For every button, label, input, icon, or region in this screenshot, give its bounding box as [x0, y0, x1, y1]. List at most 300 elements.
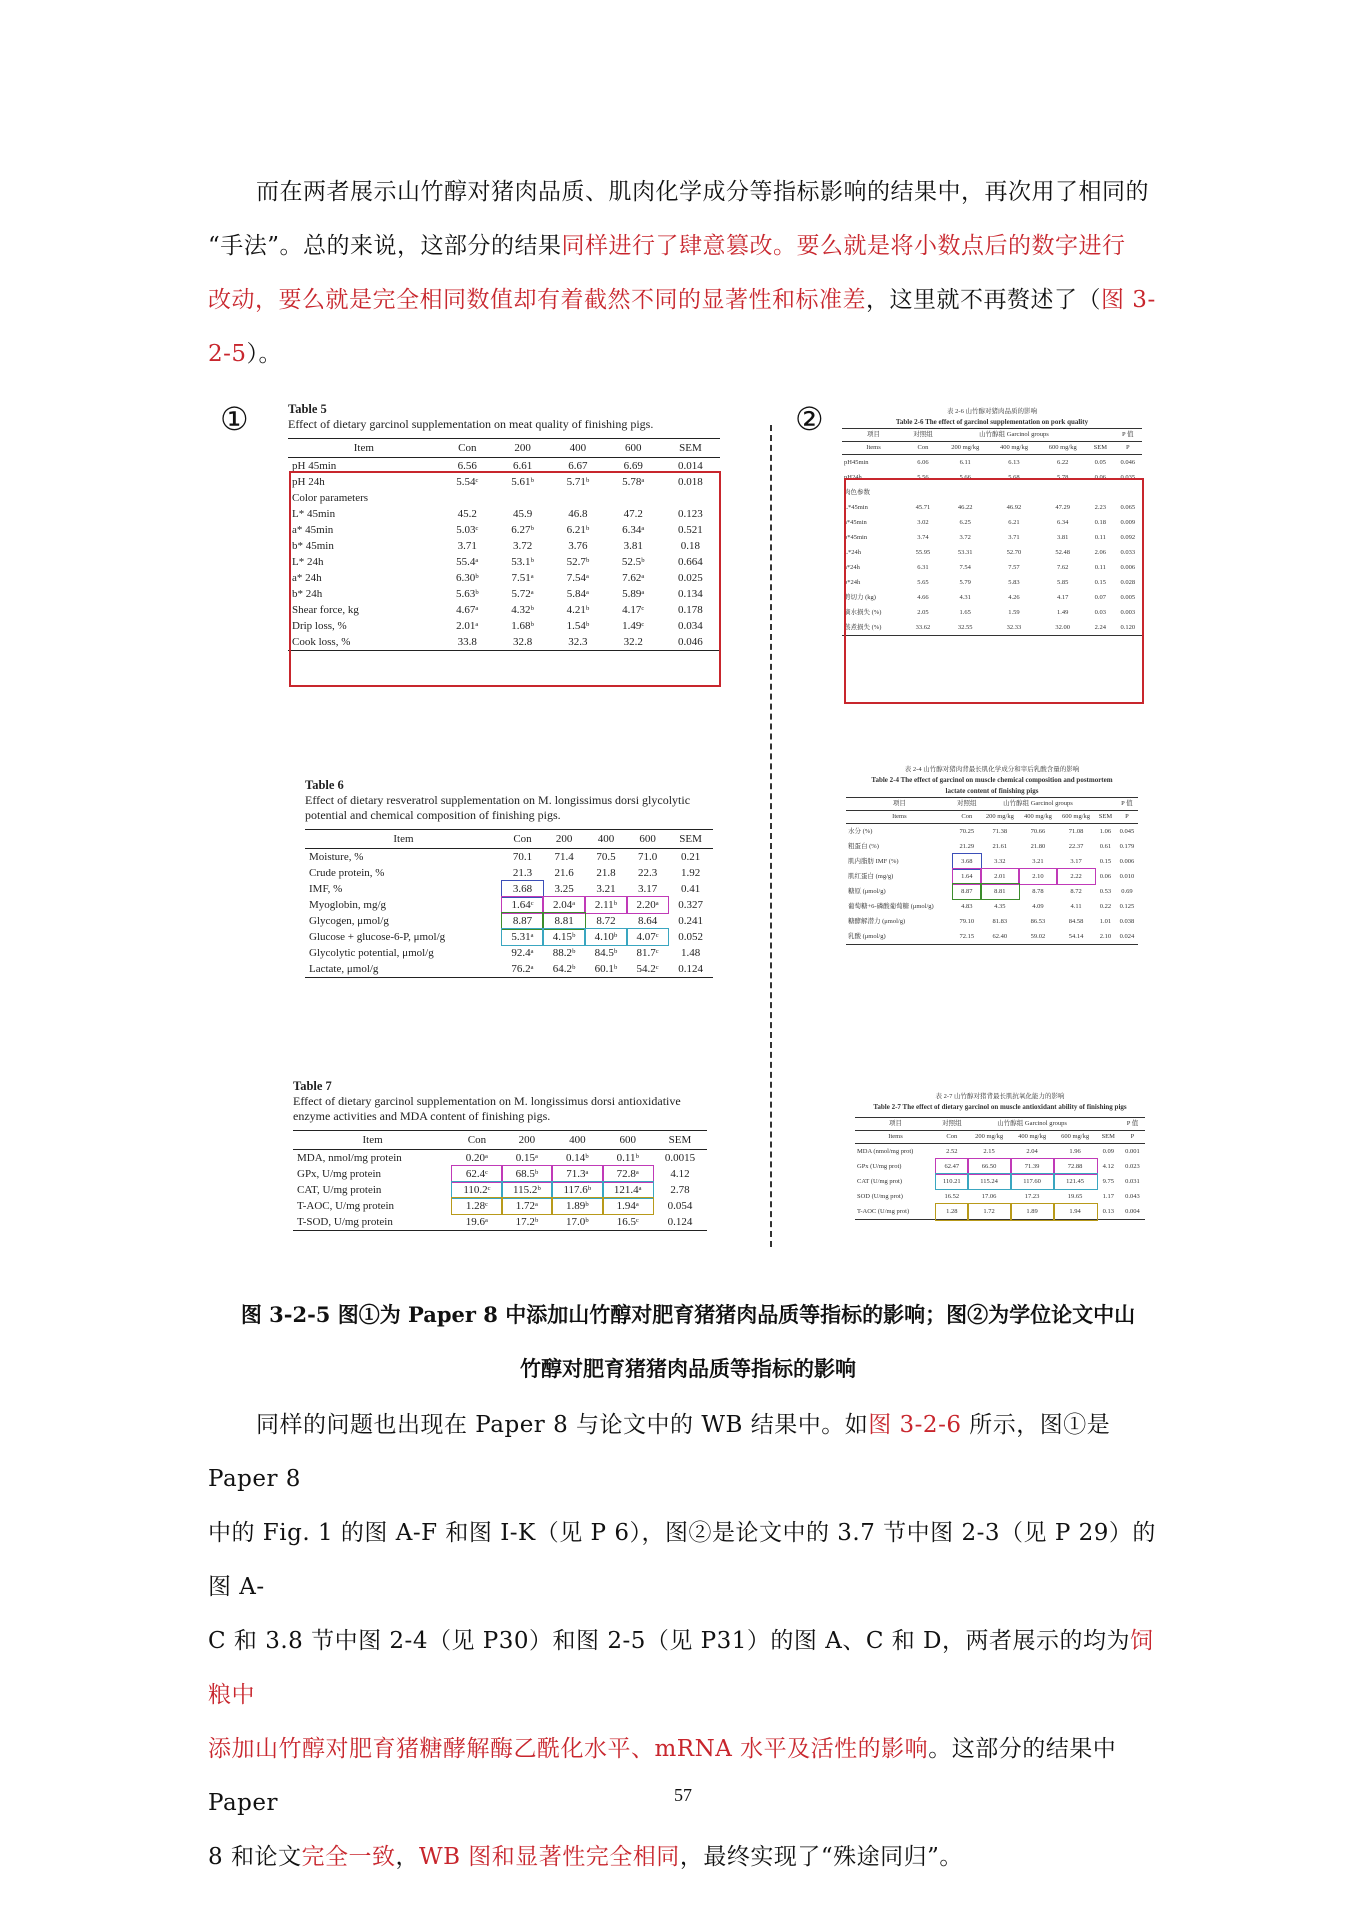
highlighted-cell: 8.81	[543, 913, 585, 929]
table-cell: 22.37	[1068, 843, 1084, 850]
table-cell: 粗蛋白 (%)	[848, 843, 879, 850]
table-header-cell: Con	[502, 830, 543, 849]
table-header-cell	[1097, 1118, 1120, 1131]
table-cell: 17.06	[981, 1193, 997, 1200]
table-cell: 0.15ᵃ	[515, 1152, 539, 1164]
thesis-table-2-4-cn-title: 表 2-4 山竹醇对猪肉背最长肌化学成分和宰后乳酸含量的影响	[904, 766, 1080, 773]
highlighted-cell: 2.01	[981, 869, 1019, 884]
table-cell: 3.74	[917, 534, 929, 541]
table-cell: 0.05	[1094, 459, 1107, 466]
table-cell: 5.03ᶜ	[456, 524, 479, 536]
highlighted-cell: 4.15ᵇ	[543, 929, 585, 945]
table-cell: 0.024	[1116, 929, 1138, 945]
table-header-cell: 项目	[855, 1118, 936, 1131]
thesis-table-2-7-en-title: Table 2-7 The effect of dietary garcinol on muscle antioxidant ability of finishing pigs	[873, 1103, 1127, 1111]
table-cell: 0.15	[1099, 858, 1112, 865]
table-cell: 滴水损失 (%)	[844, 609, 882, 616]
table-cell: 0.53	[1099, 888, 1112, 895]
table-header-cell: 600	[606, 439, 661, 458]
table-cell: MDA (nmol/mg prot)	[857, 1148, 914, 1155]
table-cell: 4.35	[994, 903, 1006, 910]
highlighted-cell: 117.60	[1011, 1174, 1054, 1189]
table-cell: b*45min	[844, 534, 868, 541]
highlighted-cell: 4.07ᶜ	[627, 929, 668, 945]
highlight-text: 完全一致	[301, 1844, 396, 1870]
table-cell: 1.06	[1099, 828, 1112, 835]
highlighted-cell: 66.50	[968, 1159, 1011, 1174]
thesis-table-2-4-en-title-2: lactate content of finishing pigs	[945, 787, 1039, 795]
table-cell: 3.17	[637, 883, 658, 895]
table-header-cell: 对照组	[905, 429, 941, 442]
table-cell: 5.83	[1008, 579, 1020, 586]
table-cell: 0.004	[1120, 1204, 1145, 1220]
table-row	[846, 884, 1138, 899]
body-paragraph-2	[208, 1398, 1168, 1884]
table-cell: b*24h	[844, 579, 861, 586]
table-header-cell: 对照组	[953, 798, 981, 811]
table-cell: 21.3	[512, 867, 533, 879]
highlight-text: WB 图和显著性完全相同	[418, 1844, 680, 1870]
table-cell: 肌红蛋白 (mg/g)	[848, 873, 894, 880]
table-header-cell: SEM	[653, 1131, 707, 1150]
table-cell: T-SOD, U/mg protein	[293, 1214, 452, 1231]
table-cell: 3.17	[1070, 858, 1082, 865]
table-header-cell: P 值	[1120, 1118, 1145, 1131]
table-cell: 4.11	[1070, 903, 1082, 910]
table-cell: 4.12	[1102, 1163, 1114, 1170]
table-header-cell: 200 mg/kg	[981, 811, 1019, 824]
table-cell: 2.05	[917, 609, 929, 616]
para2-line-3: C 和 3.8 节中图 2-4（见 P30）和图 2-5（见 P31）的图 A、C 和 D，两者展示的均为饲粮中	[208, 1628, 1154, 1708]
page-number: 57	[674, 1785, 692, 1805]
table-cell: 1.49	[1057, 609, 1069, 616]
table-cell: a* 24h	[292, 572, 322, 584]
table-cell: 32.2	[606, 634, 661, 651]
table-cell: 21.8	[596, 867, 616, 879]
table-cell: pH45min	[844, 459, 869, 466]
table-row	[855, 1204, 1145, 1220]
table-header-cell: 600	[627, 830, 668, 849]
table-cell: 79.10	[959, 918, 975, 925]
figure-caption-line-2: 竹醇对肥育猪猪肉品质等指标的影响	[520, 1356, 856, 1381]
table-header-cell	[1087, 429, 1113, 442]
table-cell: 88.2ᵇ	[552, 947, 576, 959]
table-cell: 5.68	[1008, 474, 1020, 481]
table-6-grid	[305, 829, 713, 978]
table-cell: pH 24h	[292, 476, 325, 488]
table-cell: 0.035	[1120, 474, 1136, 481]
table-header-cell: 200	[502, 1131, 552, 1150]
table-cell: 60.1ᵇ	[585, 961, 627, 978]
table-header-cell: Con	[953, 811, 981, 824]
table-cell: 1.92	[680, 867, 701, 879]
table-cell: 54.2ᶜ	[627, 961, 668, 978]
table-cell: 81.83	[992, 918, 1008, 925]
table-cell: 0.61	[1099, 843, 1112, 850]
table-header-cell: SEM	[661, 439, 720, 458]
table-cell: 7.62ᵃ	[622, 572, 645, 584]
table-cell: 5.56	[917, 474, 929, 481]
table-cell: 6.56	[457, 460, 477, 472]
table-cell: 7.57	[1008, 564, 1020, 571]
table-header-cell: 600	[603, 1131, 653, 1150]
table-cell: 0.41	[680, 883, 701, 895]
table-cell: 53.1ᵇ	[511, 556, 534, 568]
table-cell: 52.5ᵇ	[621, 556, 645, 568]
highlighted-cell: 8.87	[502, 913, 543, 929]
table-cell: 9.75	[1102, 1178, 1114, 1185]
highlighted-cell: 1.94	[1054, 1204, 1097, 1220]
table-cell: 47.2	[623, 508, 643, 520]
highlighted-cell: 121.45	[1054, 1174, 1097, 1189]
table-header-cell: Items	[855, 1131, 936, 1144]
table-header-cell: 600 mg/kg	[1054, 1131, 1097, 1144]
table-cell: 5.84ᵃ	[566, 588, 590, 600]
table-header-cell: 400	[585, 830, 627, 849]
table-cell: 55.4ᵃ	[456, 556, 479, 568]
highlighted-cell: 2.04ᵃ	[543, 897, 585, 913]
table-cell: 0.052	[678, 931, 703, 943]
table-cell: 33.62	[905, 620, 941, 636]
table-cell: Shear force, kg	[292, 604, 359, 616]
table-cell: 6.11	[959, 459, 971, 466]
table-cell: Color parameters	[292, 492, 369, 504]
table-cell: 0.15	[1094, 579, 1107, 586]
figure-marker-left: ①	[220, 400, 249, 438]
table-cell: 0.045	[1119, 828, 1135, 835]
table-cell: 62.40	[981, 929, 1019, 945]
table-header-cell: 400 mg/kg	[1011, 1131, 1054, 1144]
table-cell: 6.61	[512, 460, 533, 472]
table-cell: 6.31	[917, 564, 929, 571]
highlighted-cell: 1.89ᵇ	[552, 1198, 602, 1214]
table-cell: pH 45min	[292, 460, 337, 472]
table-cell: 0.006	[1119, 858, 1135, 865]
table-header-cell: 400 mg/kg	[1019, 811, 1057, 824]
table-row	[846, 914, 1138, 929]
highlighted-cell: 62.47	[936, 1159, 968, 1174]
figure-reference-link[interactable]: 图 3-	[1101, 287, 1156, 313]
highlight-text: 同样进行了肆意篡改。要么就是将小数点后的数字进行	[561, 233, 1126, 259]
table-cell: 4.66	[917, 594, 929, 601]
table-cell: 70.1	[512, 851, 533, 863]
table-cell: 4.32ᵇ	[511, 604, 534, 616]
table-header-cell: P 值	[1114, 429, 1142, 442]
table-cell: 糖酵解潜力 (μmol/g)	[848, 918, 906, 925]
table-cell: 21.6	[554, 867, 574, 879]
highlighted-cell: 72.8ᵃ	[603, 1166, 653, 1182]
thesis-table-2-6-en-title: Table 2-6 The effect of garcinol supplementation on pork quality	[895, 418, 1089, 426]
table-cell: 3.81	[1057, 534, 1069, 541]
table-cell: 肉色参数	[844, 489, 870, 496]
figure-caption	[208, 1288, 1168, 1396]
table-cell: 0.123	[678, 508, 703, 520]
table-cell: 0.0015	[664, 1152, 696, 1164]
table-cell: 5.89ᵃ	[622, 588, 645, 600]
table-cell: Cook loss, %	[288, 634, 440, 651]
table-cell: 6.34	[1057, 519, 1069, 526]
table-cell: 7.54ᵃ	[566, 572, 590, 584]
table-header-cell: 400 mg/kg	[990, 442, 1039, 455]
table-cell: 3.25	[554, 883, 574, 895]
table-cell: Myoglobin, mg/g	[309, 899, 387, 911]
intro-line-2: “手法”。总的来说，这部分的结果同样进行了肆意篡改。要么就是将小数点后的数字进行	[208, 233, 1126, 259]
table-5-title: Table 5	[288, 402, 327, 416]
table-cell: 0.034	[678, 620, 703, 632]
table-cell: 76.2ᵃ	[502, 961, 543, 978]
table-cell: 6.22	[1057, 459, 1069, 466]
table-cell: T-AOC, U/mg protein	[297, 1200, 395, 1212]
table-cell: 6.13	[1008, 459, 1020, 466]
table-cell: 2.23	[1094, 504, 1107, 511]
table-row	[305, 849, 713, 866]
highlight-box-table-5	[289, 471, 721, 687]
highlight-text: 添加山竹醇对肥育猪糖酵解酶乙酰化水平、mRNA 水平及活性的影响	[208, 1736, 929, 1762]
highlighted-cell: 1.89	[1011, 1204, 1054, 1220]
highlighted-cell: 117.6ᵇ	[552, 1182, 602, 1198]
table-cell: 4.67ᵃ	[456, 604, 479, 616]
table-cell: IMF, %	[309, 883, 343, 895]
table-row	[305, 945, 713, 961]
table-cell: 0.07	[1094, 594, 1107, 601]
table-header-cell: 山竹醇组 Garcinol groups	[941, 429, 1087, 442]
highlighted-cell: 1.28	[936, 1204, 968, 1220]
table-row	[305, 865, 713, 881]
table-cell: 0.025	[678, 572, 703, 584]
table-cell: 0.06	[1099, 873, 1112, 880]
figure-reference-link[interactable]: 图 3-2-6	[868, 1412, 962, 1438]
table-cell: 乳酸 (μmol/g)	[846, 929, 953, 945]
table-5-caption: Effect of dietary garcinol supplementation on meat quality of finishing pigs.	[288, 417, 654, 431]
table-cell: 0.010	[1119, 873, 1135, 880]
table-cell: 92.4ᵃ	[511, 947, 534, 959]
table-cell: 0.043	[1125, 1193, 1140, 1200]
table-7-title: Table 7	[293, 1079, 332, 1093]
table-header-cell: P	[1114, 442, 1142, 455]
table-cell: a* 45min	[292, 524, 334, 536]
table-cell: 0.327	[678, 899, 703, 911]
table-header-cell: Con	[905, 442, 941, 455]
table-header-cell: SEM	[1097, 1131, 1120, 1144]
table-cell: 0.179	[1119, 843, 1135, 850]
table-cell: 0.124	[653, 1214, 707, 1231]
table-6	[305, 778, 713, 978]
table-cell: 6.21ᵇ	[566, 524, 590, 536]
table-cell: 0.13	[1097, 1204, 1120, 1220]
table-cell: pH24h	[844, 474, 862, 481]
table-cell: 4.17	[1057, 594, 1069, 601]
table-cell: 0.21	[680, 851, 701, 863]
table-cell: L* 45min	[292, 508, 336, 520]
table-header-cell: 山竹醇组 Garcinol groups	[981, 798, 1095, 811]
table-cell: 3.02	[917, 519, 929, 526]
table-cell: SOD (U/mg prot)	[857, 1193, 903, 1200]
table-cell: 0.125	[1119, 903, 1135, 910]
table-cell: 2.01ᵃ	[456, 620, 479, 632]
highlighted-cell: 2.22	[1057, 869, 1095, 884]
table-cell: 水分 (%)	[848, 828, 873, 835]
intro-line-1: 而在两者展示山竹醇对猪肉品质、肌肉化学成分等指标影响的结果中，再次用了相同的	[256, 179, 1149, 205]
table-cell: 71.4	[554, 851, 574, 863]
table-cell: 6.21	[1008, 519, 1020, 526]
table-cell: 3.21	[596, 883, 616, 895]
table-cell: 59.02	[1019, 929, 1057, 945]
thesis-table-2-4	[846, 765, 1138, 945]
highlighted-cell: 68.5ᵇ	[502, 1166, 552, 1182]
table-cell: 6.30ᵇ	[455, 572, 479, 584]
highlight-text: 饲粮中	[208, 1628, 1154, 1708]
table-cell: 1.54ᵇ	[566, 620, 590, 632]
highlighted-cell: 5.31ᵃ	[502, 929, 543, 945]
table-cell: 47.29	[1055, 504, 1071, 511]
table-cell: 0.69	[1121, 888, 1133, 895]
table-header-cell: Item	[293, 1131, 452, 1150]
table-row	[855, 1144, 1145, 1160]
table-cell: 0.18	[680, 540, 701, 552]
table-cell: 1.96	[1069, 1148, 1081, 1155]
table-cell: 5.66	[959, 474, 971, 481]
table-cell: 0.023	[1125, 1163, 1140, 1170]
table-cell: 5.72ᵃ	[511, 588, 534, 600]
table-header-cell: 项目	[846, 798, 953, 811]
table-header-cell: Items	[846, 811, 953, 824]
table-cell: 71.0	[637, 851, 658, 863]
table-header-cell: 600 mg/kg	[1038, 442, 1087, 455]
table-cell: 21.61	[992, 843, 1008, 850]
table-cell: 0.664	[678, 556, 703, 568]
table-cell: 84.5ᵇ	[594, 947, 618, 959]
table-cell: 0.11ᵇ	[616, 1152, 639, 1164]
table-cell: 5.78	[1057, 474, 1069, 481]
highlighted-cell: 8.87	[953, 884, 981, 899]
table-row	[846, 929, 1138, 945]
table-row	[293, 1198, 707, 1214]
table-cell: 0.241	[678, 915, 703, 927]
table-cell: 45.2	[457, 508, 477, 520]
table-cell: 64.2ᵇ	[543, 961, 585, 978]
table-cell: 0.014	[678, 460, 703, 472]
table-header-cell: 对照组	[936, 1118, 968, 1131]
thesis-table-2-4-en-title-1: Table 2-4 The effect of garcinol on muscle chemical composition and postmortem	[871, 776, 1113, 784]
table-row	[846, 854, 1138, 869]
table-cell: 0.006	[1120, 564, 1136, 571]
table-cell: 0.054	[667, 1200, 693, 1212]
table-cell: 5.61ᵇ	[511, 476, 534, 488]
table-cell: 71.08	[1068, 828, 1084, 835]
table-cell: 21.29	[959, 843, 975, 850]
table-cell: 7.54	[959, 564, 971, 571]
highlighted-cell: 1.64	[953, 869, 981, 884]
table-cell: 糖原 (μmol/g)	[848, 888, 886, 895]
thesis-table-2-7-grid	[855, 1117, 1145, 1220]
table-header-cell: SEM	[1087, 442, 1113, 455]
table-cell: CAT (U/mg prot)	[857, 1178, 903, 1185]
table-cell: 0.003	[1120, 609, 1136, 616]
table-cell: 3.21	[1032, 858, 1044, 865]
table-cell: Lactate, μmol/g	[305, 961, 502, 978]
highlighted-cell: 1.94ᵃ	[603, 1198, 653, 1214]
table-cell: 45.9	[512, 508, 533, 520]
intro-paragraph	[208, 165, 1168, 381]
table-cell: 70.25	[959, 828, 975, 835]
table-row	[846, 839, 1138, 854]
figure-reference-link[interactable]: 2-5	[208, 341, 247, 367]
table-cell: 53.31	[957, 549, 973, 556]
table-cell: b* 24h	[292, 588, 323, 600]
highlighted-cell: 110.21	[936, 1174, 968, 1189]
table-header-cell: P	[1120, 1131, 1145, 1144]
table-row	[842, 455, 1142, 471]
table-cell: 32.8	[495, 634, 550, 651]
table-cell: 2.52	[946, 1148, 958, 1155]
table-cell: 8.64	[637, 915, 658, 927]
table-cell: 2.04	[1026, 1148, 1038, 1155]
table-row	[846, 869, 1138, 884]
table-header-cell: Con	[452, 1131, 502, 1150]
table-cell: 2.78	[670, 1184, 690, 1196]
table-cell: 5.85	[1057, 579, 1069, 586]
highlighted-cell: 2.20ᵃ	[627, 897, 668, 913]
table-cell: Drip loss, %	[292, 620, 347, 632]
table-cell: 17.2ᵇ	[502, 1214, 552, 1231]
table-cell: 0.065	[1120, 504, 1136, 511]
table-cell: 22.3	[637, 867, 658, 879]
table-cell: 81.7ᶜ	[636, 947, 659, 959]
table-cell: 17.23	[1024, 1193, 1040, 1200]
table-header-cell: 山竹醇组 Garcinol groups	[968, 1118, 1097, 1131]
table-cell: 0.20ᵃ	[465, 1152, 489, 1164]
table-cell: 72.15	[953, 929, 981, 945]
table-cell: MDA, nmol/mg protein	[297, 1152, 402, 1164]
table-header-cell: 200	[543, 830, 585, 849]
table-header-cell: 200 mg/kg	[968, 1131, 1011, 1144]
highlighted-cell: 115.2ᵇ	[502, 1182, 552, 1198]
highlighted-cell: 72.88	[1054, 1159, 1097, 1174]
figure-marker-right: ②	[795, 400, 824, 438]
table-cell: 2.10	[1095, 929, 1116, 945]
table-cell: 46.22	[957, 504, 973, 511]
table-cell: 8.78	[1032, 888, 1044, 895]
table-header-cell: SEM	[1095, 811, 1116, 824]
table-header-cell: 600 mg/kg	[1057, 811, 1095, 824]
table-cell: 0.031	[1125, 1178, 1140, 1185]
table-cell: 52.7ᵇ	[566, 556, 590, 568]
table-cell: 0.001	[1125, 1148, 1140, 1155]
table-header-cell: 400	[552, 1131, 602, 1150]
table-cell: 0.046	[661, 634, 720, 651]
para2-line-2: 中的 Fig. 1 的图 A-F 和图 I-K（见 P 6），图②是论文中的 3.7 节中图 2-3（见 P 29）的图 A-	[208, 1520, 1156, 1600]
table-cell: 6.27ᵇ	[511, 524, 534, 536]
table-cell: 84.58	[1068, 918, 1084, 925]
table-cell: 0.09	[1102, 1148, 1114, 1155]
table-cell: Moisture, %	[309, 851, 364, 863]
table-cell: 5.71ᵇ	[566, 476, 590, 488]
table-cell: 2.24	[1087, 620, 1113, 636]
table-cell: 0.124	[668, 961, 713, 978]
table-cell: 0.046	[1120, 459, 1136, 466]
table-cell: 6.69	[623, 460, 643, 472]
table-cell: 6.25	[959, 519, 971, 526]
table-cell: 1.48	[680, 947, 701, 959]
table-cell: 0.18	[1094, 519, 1107, 526]
table-7-caption: Effect of dietary garcinol supplementation on M. longissimus dorsi antioxidative enzyme activities and MDA content of finishing pigs.	[293, 1094, 681, 1123]
table-cell: 33.8	[440, 634, 495, 651]
table-cell: 46.8	[568, 508, 588, 520]
table-header-cell: P	[1116, 811, 1138, 824]
table-row	[855, 1174, 1145, 1189]
table-cell: 1.68ᵇ	[511, 620, 534, 632]
table-cell: 55.95	[915, 549, 931, 556]
